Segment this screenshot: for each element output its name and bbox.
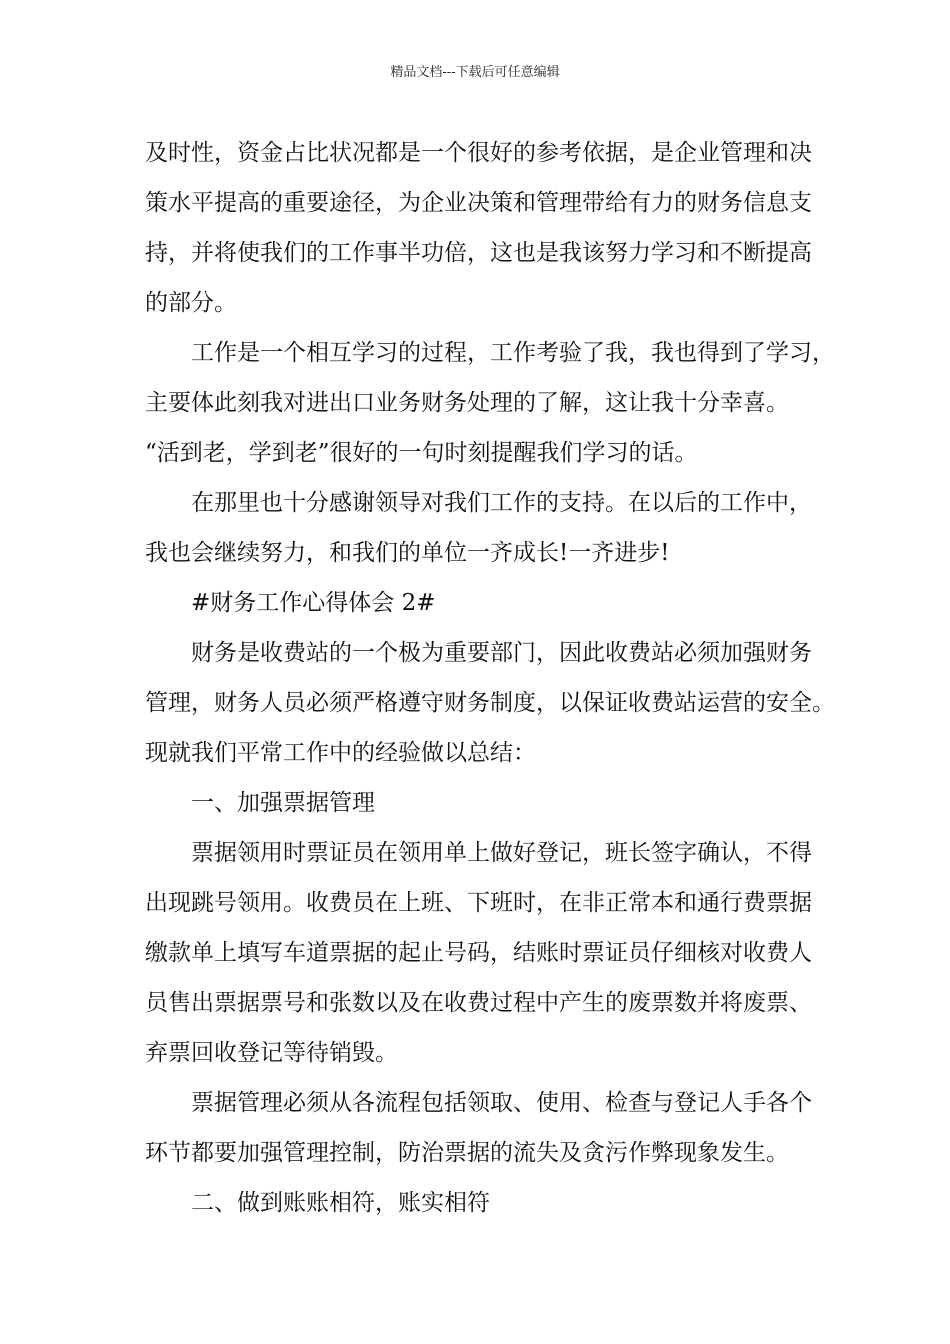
document-body: [145, 128, 835, 1228]
text-line: 及时性，资金占比状况都是一个很好的参考依据，是企业管理和决: [145, 140, 812, 166]
text-line: 的部分。: [145, 290, 237, 316]
text-line: 票据管理必须从各流程包括领取、使用、检查与登记人手各个: [191, 1090, 812, 1116]
text-line: 缴款单上填写车道票据的起止号码，结账时票证员仔细核对收费人: [145, 940, 812, 966]
text-line: 策水平提高的重要途径，为企业决策和管理带给有力的财务信息支: [145, 190, 812, 216]
text-line: 票据领用时票证员在领用单上做好登记，班长签字确认，不得: [191, 840, 812, 866]
paragraph: [145, 478, 825, 578]
text-line: 持，并将使我们的工作事半功倍，这也是我该努力学习和不断提高: [145, 240, 812, 266]
paragraph: [145, 578, 825, 628]
paragraph: [145, 778, 825, 828]
text-line: 现就我们平常工作中的经验做以总结：: [145, 740, 536, 766]
text-line: 在那里也十分感谢领导对我们工作的支持。在以后的工作中，: [191, 490, 812, 516]
paragraph: [145, 1078, 825, 1178]
text-line: 一、加强票据管理: [191, 790, 375, 816]
paragraph: [145, 828, 825, 1078]
paragraph: [145, 328, 835, 478]
text-line: #财务工作心得体会 2#: [191, 590, 436, 616]
text-line: 工作是一个相互学习的过程，工作考验了我，我也得到了学习，: [191, 340, 835, 366]
text-line: 弃票回收登记等待销毁。: [145, 1040, 398, 1066]
paragraph: [145, 128, 825, 328]
paragraph: [145, 628, 835, 778]
page-header: 精品文档---下载后可任意编辑: [390, 65, 560, 80]
text-line: 我也会继续努力，和我们的单位一齐成长!一齐进步!: [145, 540, 670, 566]
text-line: 出现跳号领用。收费员在上班、下班时，在非正常本和通行费票据: [145, 890, 812, 916]
text-line: “活到老，学到老”很好的一句时刻提醒我们学习的话。: [145, 440, 698, 466]
text-line: 员售出票据票号和张数以及在收费过程中产生的废票数并将废票、: [145, 990, 812, 1016]
paragraph: [145, 1178, 825, 1228]
text-line: 财务是收费站的一个极为重要部门，因此收费站必须加强财务: [191, 640, 812, 666]
text-line: 环节都要加强管理控制，防治票据的流失及贪污作弊现象发生。: [145, 1140, 789, 1166]
text-line: 管理，财务人员必须严格遵守财务制度，以保证收费站运营的安全。: [145, 690, 835, 716]
text-line: 二、做到账账相符，账实相符: [191, 1190, 490, 1216]
text-line: 主要体此刻我对进出口业务财务处理的了解，这让我十分幸喜。: [145, 390, 789, 416]
